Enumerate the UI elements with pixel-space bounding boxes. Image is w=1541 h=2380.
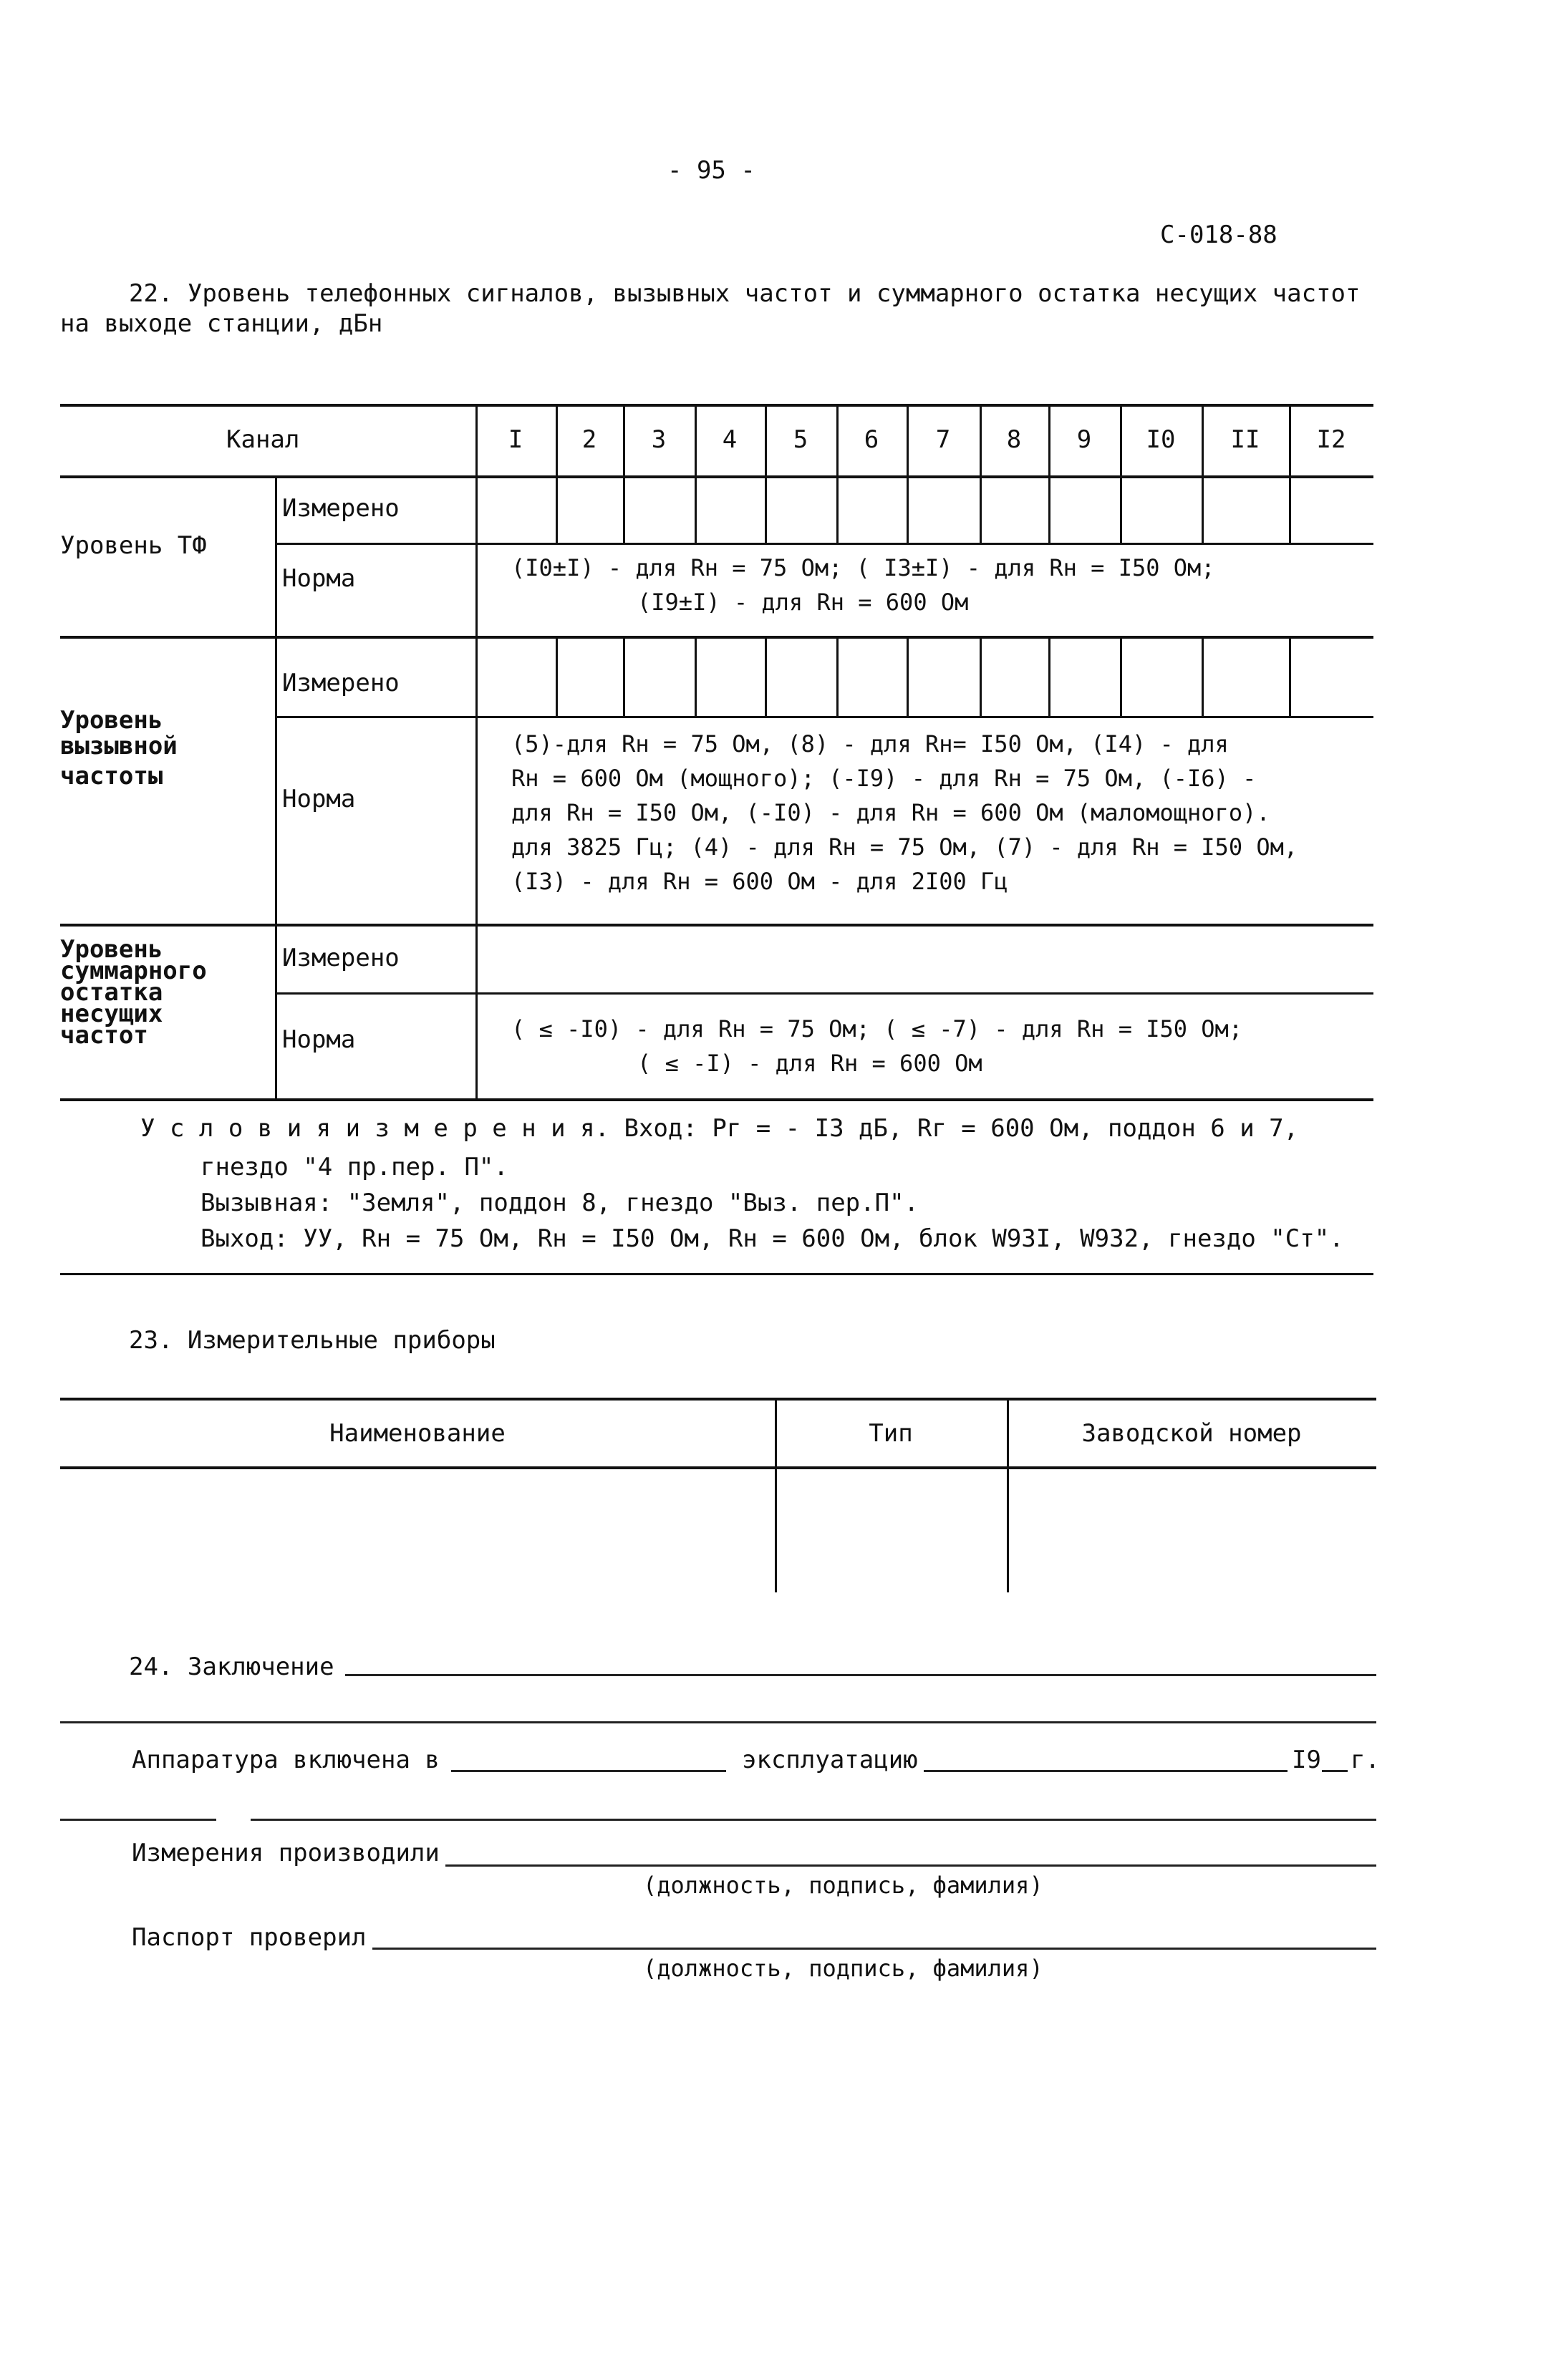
norm-text: (5)-для Rн = 75 Ом, (8) - для Rн= I50 Ом, (I4) - для <box>511 730 1229 758</box>
channel-cell: I0 <box>1146 425 1176 454</box>
operation-label: эксплуатацию <box>742 1746 918 1774</box>
measured-label: Измерено <box>282 669 400 697</box>
checked-by-field[interactable] <box>372 1948 1376 1950</box>
column-header-serial: Заводской номер <box>1081 1419 1302 1448</box>
measured-label: Измерено <box>282 944 400 972</box>
channel-cell: 6 <box>864 425 879 454</box>
measured-by-field[interactable] <box>445 1864 1376 1867</box>
conclusion-field-line2[interactable] <box>60 1721 1376 1723</box>
blank-line[interactable] <box>60 1819 216 1821</box>
row-label-residual: частот <box>60 1021 148 1050</box>
document-code: С-018-88 <box>1160 221 1277 249</box>
channel-cell: 3 <box>651 425 667 454</box>
row-label-residual: несущих <box>60 1000 163 1028</box>
divider <box>60 1273 1373 1275</box>
channel-header: Канал <box>226 425 300 454</box>
channel-cell: 2 <box>581 425 597 454</box>
checked-by-label: Паспорт проверил <box>132 1923 367 1952</box>
row-label-residual: суммарного <box>60 957 207 985</box>
row-label-call: частоты <box>60 762 163 790</box>
norm-text: Rн = 600 Ом (мощного); (-I9) - для Rн = 75 Ом, (-I6) - <box>511 765 1257 792</box>
norm-text: (I9±I) - для Rн = 600 Ом <box>637 589 969 616</box>
conditions-text: Вызывная: "Земля", поддон 8, гнездо "Выз. пер.П". <box>201 1189 919 1217</box>
norm-text: для Rн = I50 Ом, (-I0) - для Rн = 600 Ом (маломощного). <box>511 799 1270 826</box>
year-field[interactable] <box>1322 1770 1348 1772</box>
norm-text: для 3825 Гц; (4) - для Rн = 75 Ом, (7) - для Rн = I50 Ом, <box>511 833 1298 861</box>
signature-caption: (должность, подпись, фамилия) <box>643 1955 1043 1982</box>
channel-cell: 5 <box>793 425 808 454</box>
column-header-type: Тип <box>869 1419 913 1448</box>
section-23-title: 23. Измерительные приборы <box>129 1326 496 1355</box>
conditions-text: У с л о в и я и з м е р е н и я. Вход: Рг = - I3 дБ, Rг = 600 Ом, поддон 6 и 7, <box>140 1114 1299 1143</box>
page-number: - 95 - <box>667 156 755 185</box>
norm-text: (I0±I) - для Rн = 75 Ом; ( I3±I) - для Rн = I50 Ом; <box>511 554 1215 581</box>
norm-label: Норма <box>282 1025 356 1054</box>
channel-cell: 8 <box>1006 425 1022 454</box>
conclusion-label: 24. Заключение <box>129 1653 334 1681</box>
section-22-title-cont: на выходе станции, дБн <box>60 309 383 338</box>
norm-text: ( ≤ -I0) - для Rн = 75 Ом; ( ≤ -7) - для Rн = I50 Ом; <box>511 1015 1243 1043</box>
channel-cell: 4 <box>722 425 738 454</box>
channel-cell: II <box>1230 425 1260 454</box>
row-label-residual: Уровень <box>60 935 163 964</box>
channel-cell: 7 <box>935 425 951 454</box>
norm-label: Норма <box>282 785 356 813</box>
measured-by-label: Измерения производили <box>132 1839 440 1867</box>
equipment-label: Аппаратура включена в <box>132 1746 440 1774</box>
blank-line[interactable] <box>251 1819 1376 1821</box>
row-label-tf: Уровень ТФ <box>60 531 207 560</box>
signature-caption: (должность, подпись, фамилия) <box>643 1872 1043 1899</box>
equipment-field[interactable] <box>451 1770 726 1772</box>
norm-label: Норма <box>282 564 356 593</box>
year-prefix: I9 <box>1292 1746 1321 1774</box>
conditions-text: гнездо "4 пр.пер. П". <box>201 1153 508 1181</box>
norm-text: ( ≤ -I) - для Rн = 600 Ом <box>637 1050 982 1077</box>
conclusion-field[interactable] <box>345 1674 1376 1676</box>
channel-cell: I <box>508 425 523 454</box>
operation-date-field[interactable] <box>924 1770 1288 1772</box>
row-label-call: вызывной <box>60 732 178 760</box>
row-label-residual: остатка <box>60 978 163 1007</box>
year-suffix: г. <box>1351 1746 1380 1774</box>
row-label-call: Уровень <box>60 706 163 735</box>
conditions-text: Выход: УУ, Rн = 75 Ом, Rн = I50 Ом, Rн = 600 Ом, блок W93I, W932, гнездо "Ст". <box>201 1224 1344 1253</box>
column-header-name: Наименование <box>329 1419 506 1448</box>
section-22-title: 22. Уровень телефонных сигналов, вызывных частот и суммарного остатка несущих частот <box>129 279 1361 308</box>
norm-text: (I3) - для Rн = 600 Ом - для 2I00 Гц <box>511 868 1008 895</box>
channel-cell: I2 <box>1316 425 1346 454</box>
measured-label: Измерено <box>282 494 400 523</box>
channel-cell: 9 <box>1076 425 1092 454</box>
